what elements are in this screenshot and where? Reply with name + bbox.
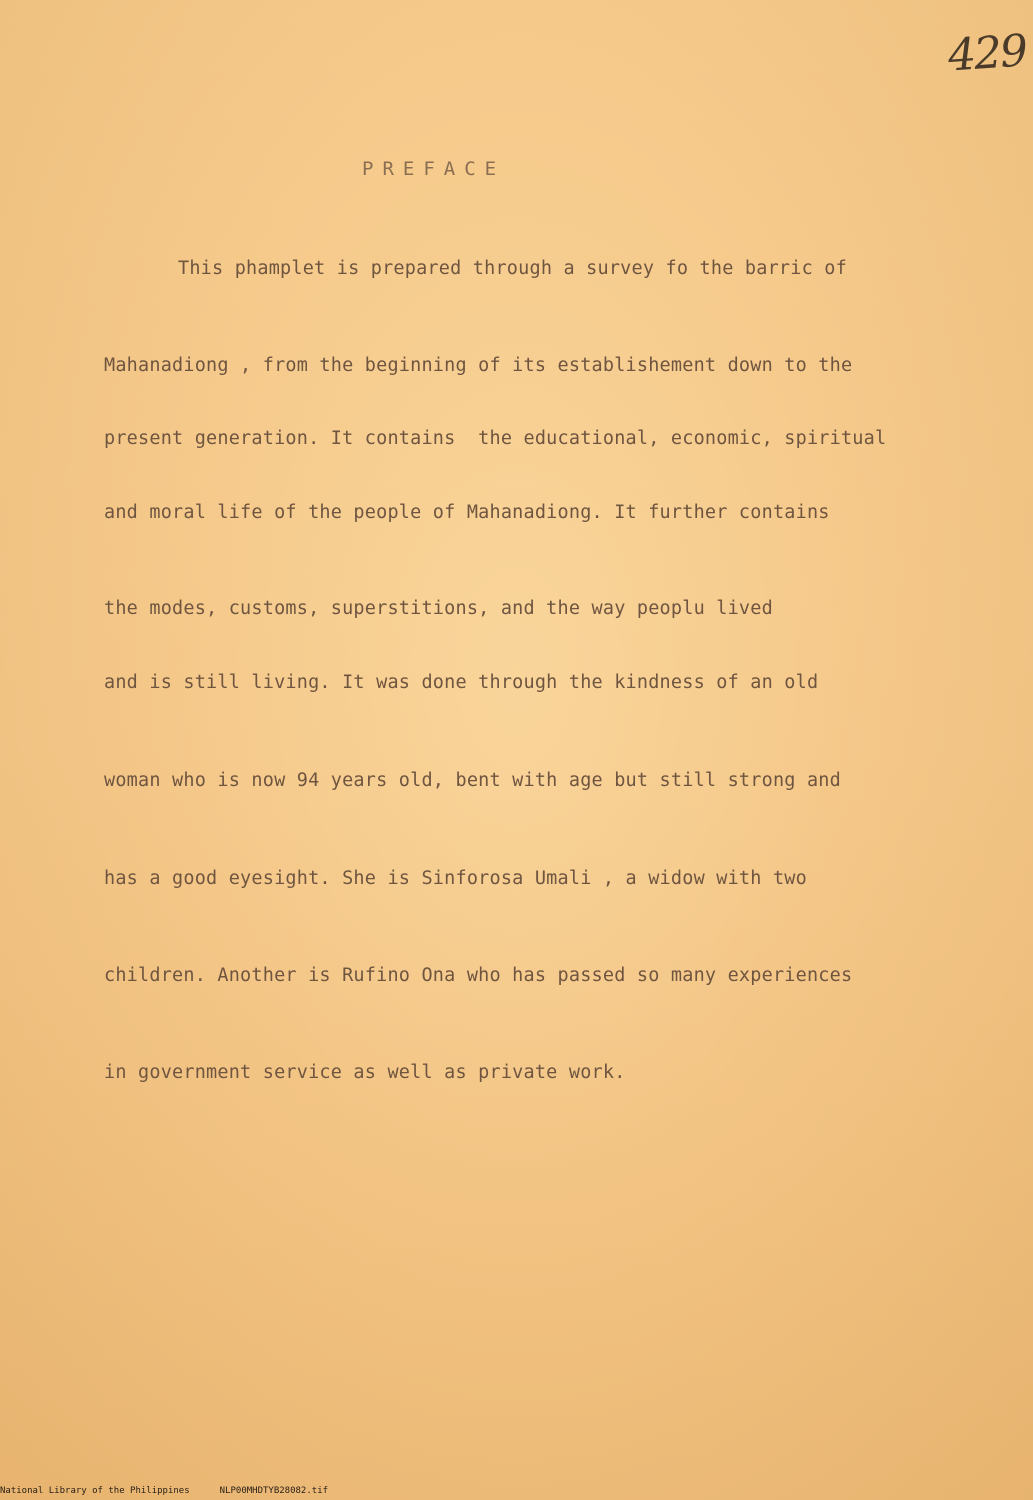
page-number: 429 [946,25,1028,82]
page-title: PREFACE [362,158,506,180]
footer-filename: NLP00MHDTYB28082.tif [219,1486,329,1496]
body-line: and moral life of the people of Mahanadiong. It further contains [104,502,830,523]
body-line: woman who is now 94 years old, bent with age but still strong and [104,770,841,791]
body-line: Mahanadiong , from the beginning of its establishement down to the [104,355,853,376]
body-line: present generation. It contains the educational, economic, spiritual [104,428,887,449]
footer-library: National Library of the Philippines [0,1486,190,1496]
scan-footer [0,1486,358,1496]
body-line: children. Another is Rufino Ona who has passed so many experiences [104,965,853,986]
body-line: in government service as well as private work. [104,1062,626,1083]
body-line: has a good eyesight. She is Sinforosa Umali , a widow with two [104,868,807,889]
body-line: the modes, customs, superstitions, and the way peoplu lived [104,598,773,619]
body-line: and is still living. It was done through the kindness of an old [104,672,819,693]
body-line: This phamplet is prepared through a survey fo the barric of [178,258,847,279]
